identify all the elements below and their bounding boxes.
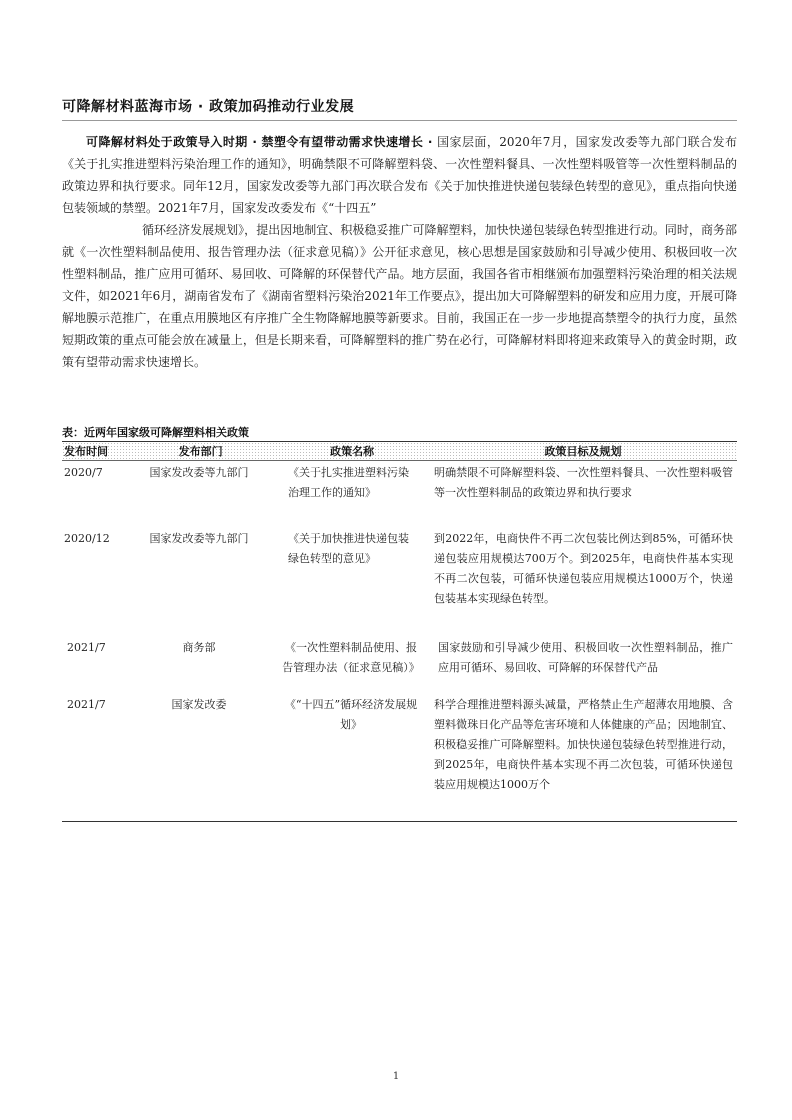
cell-policy-name: 《一次性塑料制品使用、报告管理办法（征求意见稿）》 [282, 641, 420, 674]
title-divider [62, 120, 737, 121]
header-date: 发布时间 [64, 445, 108, 458]
table-header-row [62, 442, 737, 461]
cell-department: 国家发改委 [171, 698, 227, 711]
paragraph-text-2: 循环经济发展规划》，提出因地制宜、积极稳妥推广可降解塑料，加快快递包装绿色转型推进行动。同时，商务部就《一次性塑料制品使用、报告管理办法（征求意见稿）》公开征求意见，核心思想是国家鼓励和引导减少使用、积极回收一次性塑料制品，推广应用可循环、易回收、可降解的环保替代产品。地方层面，我国各省市相继颁布加强塑料污染治理的相关法规文件，如2021年6月，湖南省发布了《湖南省塑料污染治2021年工作要点》，提出加大可降解塑料的研发和应用力度，开展可降解地膜示范推广，在重点用膜地区有序推广全生物降解地膜等新要求。目前，我国正在一步一步地提高禁塑令的执行力度，虽然短期政策的重点可能会放在减量上，但是长期来看，可降解塑料的推广势在必行，可降解材料即将迎来政策导入的黄金时期，政策有望带动需求快速增长。 [62, 223, 737, 369]
header-policy-name: 政策名称 [330, 445, 375, 458]
table-caption: 表：近两年国家级可降解塑料相关政策 [62, 426, 249, 439]
header-department: 发布部门 [178, 445, 223, 458]
cell-policy-name: 《关于扎实推进塑料污染治理工作的通知》 [288, 466, 409, 499]
body-paragraph [62, 131, 737, 373]
cell-policy-goal: 科学合理推进塑料源头减量，严格禁止生产超薄农用地膜、含塑料微珠日化产品等危害环境和人体健康的产品；因地制宜、积极稳妥推广可降解塑料。加快快递包装绿色转型推进行动，到2025年，电商快件基本实现不再二次包装，可循环快递包装应用规模达1000万个 [434, 698, 733, 791]
table-row [62, 695, 737, 821]
cell-policy-goal: 到2022年，电商快件不再二次包装比例达到85%，可循环快递包装应用规模达700万个。到2025年，电商快件基本实现不再二次包装，可循环快递包装应用规模达1000万个，快递包装基本实现绿色转型。 [434, 532, 733, 605]
policy-table [62, 441, 737, 822]
table-row [62, 525, 737, 633]
cell-department: 商务部 [182, 641, 216, 654]
paragraph-text-1: 国家层面，2020年7月，国家发改委等九部门联合发布《关于扎实推进塑料污染治理工作的通知》，明确禁限不可降解塑料袋、一次性塑料餐具、一次性塑料吸管等一次性塑料制品的政策边界和执行要求。同年12月，国家发改委等九部门再次联合发布《关于加快推进快递包装绿色转型的意见》，重点指向快递包装领域的禁塑。2021年7月，国家发改委发布《“十四五” [62, 135, 737, 215]
table-row [62, 633, 737, 695]
paragraph-lead: 可降解材料处于政策导入时期 · 禁塑令有望带动需求快速增长 · [86, 135, 438, 149]
cell-policy-goal: 明确禁限不可降解塑料袋、一次性塑料餐具、一次性塑料吸管等一次性塑料制品的政策边界和执行要求 [434, 466, 733, 499]
cell-policy-goal: 国家鼓励和引导减少使用、积极回收一次性塑料制品，推广应用可循环、易回收、可降解的环保替代产品 [438, 641, 733, 674]
cell-department: 国家发改委等九部门 [149, 466, 249, 479]
table-row [62, 461, 737, 525]
cell-policy-name: 《关于加快推进快递包装绿色转型的意见》 [288, 532, 409, 565]
cell-policy-name: 《“十四五”循环经济发展规划》 [284, 698, 418, 731]
section-title: 可降解材料蓝海市场 · 政策加码推动行业发展 [62, 99, 355, 115]
cell-date: 2020/12 [64, 532, 110, 545]
cell-date: 2021/7 [67, 641, 106, 654]
cell-department: 国家发改委等九部门 [149, 532, 249, 545]
header-policy-goal: 政策目标及规划 [544, 445, 622, 458]
page-number: 1 [392, 1071, 400, 1082]
cell-date: 2021/7 [67, 698, 106, 711]
cell-date: 2020/7 [64, 466, 103, 479]
